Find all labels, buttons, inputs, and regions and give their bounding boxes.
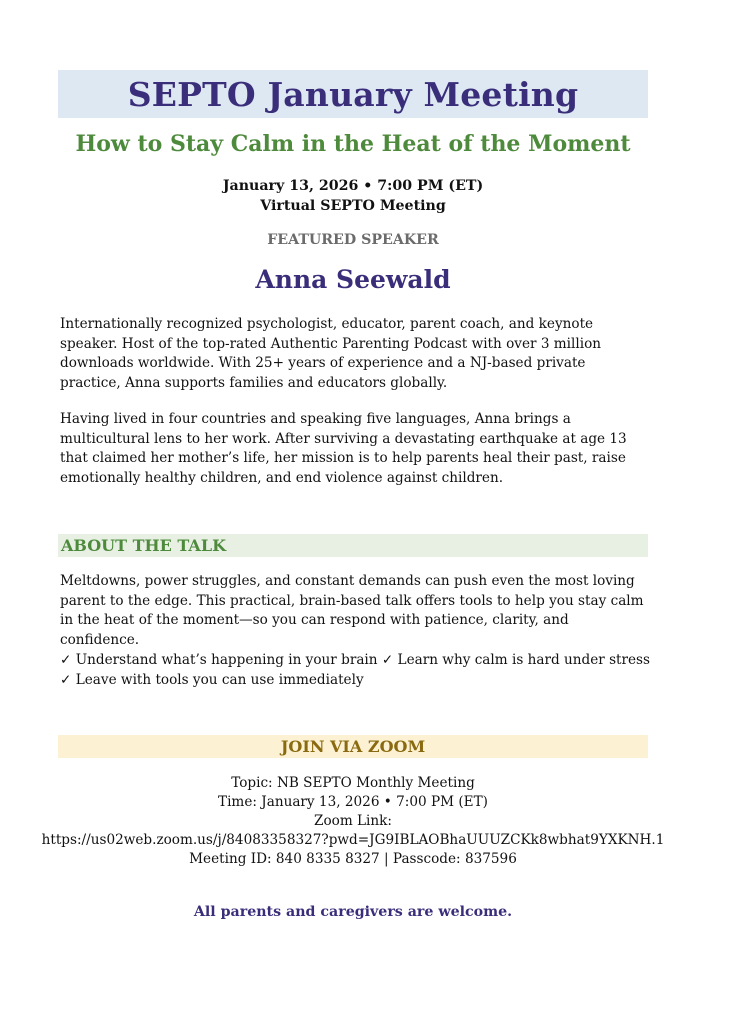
welcome-note: All parents and caregivers are welcome. [193,904,513,920]
takeaways-list: ✓ Understand what’s happening in your brain ✓ Learn why calm is hard under stress ✓ Leave with tools you can use immediately [60,652,651,688]
speaker-name: Anna Seewald [255,265,451,294]
featured-speaker-label: FEATURED SPEAKER [267,232,439,248]
page-title: SEPTO January Meeting [127,74,579,114]
zoom-topic: Topic: NB SEPTO Monthly Meeting [231,775,475,791]
about-description: Meltdowns, power struggles, and constant demands can push even the most loving parent to the edge. This practical, brain-based talk offers tools to help you stay calm in the heat of the moment—so you can respond with patience, clarity, and confidence. [60,573,644,648]
about-section-header [58,534,648,557]
zoom-meeting-info: Meeting ID: 840 8335 8327 | Passcode: 837596 [189,851,517,867]
zoom-section-header [58,735,648,758]
title-banner [58,70,648,118]
talk-title: How to Stay Calm in the Heat of the Moment [75,131,631,157]
event-date: January 13, 2026 • 7:00 PM (ET) [222,178,484,194]
event-venue: Virtual SEPTO Meeting [260,198,446,214]
zoom-heading: JOIN VIA ZOOM [280,737,426,756]
speaker-bio-paragraph-1: Internationally recognized psychologist, educator, parent coach, and keynote speaker. Host of the top-rated Authentic Parenting Podcast with over 3 million downloads worldwide. With 25+ years of experience and a NJ-based private practice, Anna supports families and educators globally. [60,316,602,391]
about-heading: ABOUT THE TALK [61,536,226,555]
zoom-link-label: Zoom Link: [314,813,392,829]
speaker-bio-paragraph-2: Having lived in four countries and speaking five languages, Anna brings a multicultural lens to her work. After surviving a devastating earthquake at age 13 that claimed her mother’s life, her mission is to help parents heal their past, raise emotionally healthy children, and end violence against children. [60,411,627,486]
zoom-time: Time: January 13, 2026 • 7:00 PM (ET) [218,794,488,810]
zoom-link[interactable]: https://us02web.zoom.us/j/84083358327?pwd=JG9IBLAOBhaUUUZCKk8wbhat9YXKNH.1 [41,832,665,848]
